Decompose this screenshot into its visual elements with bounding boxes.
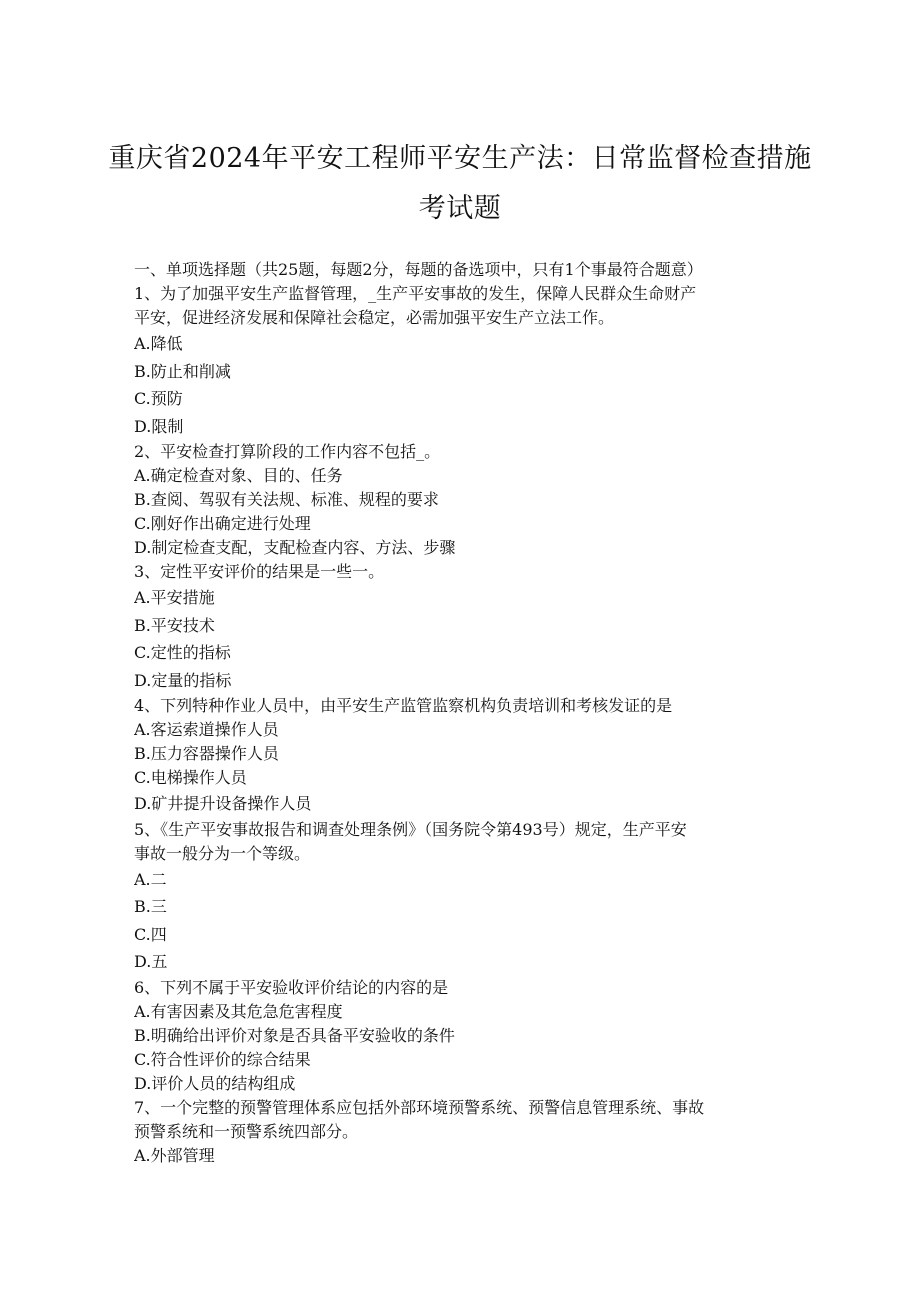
option-d: D.制定检查支配，支配检查内容、方法、步骤 [134, 538, 456, 557]
question-7 [134, 1096, 790, 1168]
option-b: B.平安技术 [134, 615, 215, 635]
option-d: D.定量的指标 [134, 670, 232, 690]
option-b: B.压力容器操作人员 [134, 744, 279, 763]
option-a: A.确定检查对象、目的、任务 [134, 466, 343, 485]
question-1 [134, 282, 790, 440]
question-3 [134, 560, 790, 694]
option-a: A.降低 [134, 334, 183, 353]
document-body [134, 258, 790, 1168]
question-2 [134, 440, 790, 560]
option-a: A.客运索道操作人员 [134, 720, 279, 739]
question-text: 4、下列特种作业人员中，由平安生产监管监察机构负责培训和考核发证的是 [134, 696, 673, 715]
option-c: C.刚好作出确定进行处理 [134, 514, 311, 533]
option-a: A.二 [134, 869, 167, 889]
option-c: C.电梯操作人员 [134, 768, 247, 787]
question-text: 7、一个完整的预警管理体系应包括外部环境预警系统、预警信息管理系统、事故 [134, 1097, 705, 1117]
question-text: 2、平安检查打算阶段的工作内容不包括_。 [134, 442, 441, 461]
question-5 [134, 818, 790, 976]
option-d: D.矿井提升设备操作人员 [134, 794, 312, 813]
question-text: 平安，促进经济发展和保障社会稳定，必需加强平安生产立法工作。 [134, 308, 615, 327]
question-text: 预警系统和一预警系统四部分。 [134, 1121, 359, 1141]
question-text: 5、《生产平安事故报告和调查处理条例》（国务院令第493号）规定，生产平安 [134, 819, 687, 839]
option-a: A.平安措施 [134, 588, 215, 607]
question-4 [134, 694, 790, 818]
option-b: B.防止和削减 [134, 361, 231, 381]
option-a: A.有害因素及其危急危害程度 [134, 1001, 343, 1021]
option-c: C.符合性评价的综合结果 [134, 1049, 311, 1069]
option-c: C.定性的指标 [134, 643, 231, 662]
option-b: B.三 [134, 897, 167, 916]
option-b: B.查阅、驾驭有关法规、标准、规程的要求 [134, 490, 439, 509]
question-6 [134, 976, 790, 1096]
question-text: 3、定性平安评价的结果是一些一。 [134, 562, 385, 581]
document-title-line-2: 考试题 [418, 193, 502, 224]
option-c: C.预防 [134, 389, 183, 408]
option-d: D.五 [134, 952, 168, 971]
question-text: 1、为了加强平安生产监督管理，_生产平安事故的发生，保障人民群众生命财产 [134, 284, 697, 303]
document-title-line-1: 重庆省2024年平安工程师平安生产法：日常监督检查措施 [108, 143, 812, 174]
option-b: B.明确给出评价对象是否具备平安验收的条件 [134, 1025, 455, 1045]
question-text: 事故一般分为一个等级。 [134, 843, 311, 863]
section-header: 一、单项选择题（共25题，每题2分，每题的备选项中，只有1个事最符合题意） [134, 260, 703, 279]
option-d: D.限制 [134, 416, 184, 436]
option-c: C.四 [134, 924, 167, 944]
question-text: 6、下列不属于平安验收评价结论的内容的是 [134, 977, 449, 997]
option-d: D.评价人员的结构组成 [134, 1073, 296, 1093]
option-a: A.外部管理 [134, 1145, 215, 1165]
